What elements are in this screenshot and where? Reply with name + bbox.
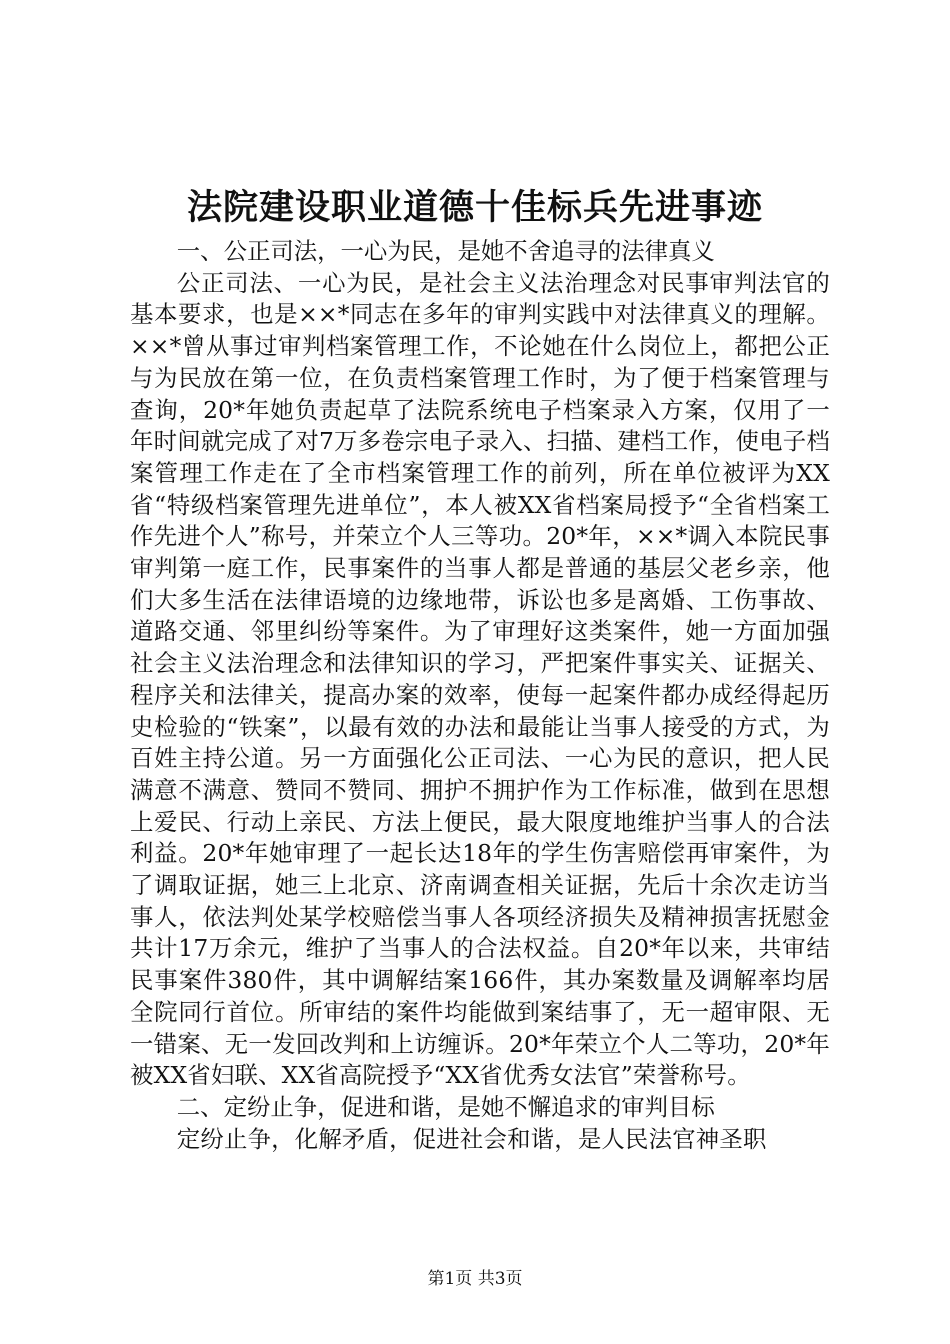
page-footer: 第1页 共3页 <box>427 1269 523 1289</box>
section-heading-1: 一、公正司法，一心为民，是她不舍追寻的法律真义 <box>176 237 715 265</box>
document-body <box>130 236 830 1155</box>
document-title: 法院建设职业道德十佳标兵先进事迹 <box>186 187 763 228</box>
section-heading-2: 二、定纷止争，促进和谐，是她不懈追求的审判目标 <box>176 1092 715 1121</box>
section-paragraph-1: 公正司法、一心为民，是社会主义法治理念对民事审判法官的基本要求，也是××*同志在多年的审判实践中对法律真义的理解。××*曾从事过审判档案管理工作，不论她在什么岗位上，都把公正与为民放在第一位，在负责档案管理工作时，为了便于档案管理与查询，20*年她负责起草了法院系统电子档案录入方案，仅用了一年时间就完成了对7万多卷宗电子录入、扫描、建档工作，使电子档案管理工作走在了全市档案管理工作的前列，所在单位被评为XX省“特级档案管理先进单位”，本人被XX省档案局授予“全省档案工作先进个人”称号，并荣立个人三等功。20*年，××*调入本院民事审判第一庭工作，民事案件的当事人都是普通的基层父老乡亲，他们大多生活在法律语境的边缘地带，诉讼也多是离婚、工伤事故、道路交通、邻里纠纷等案件。为了审理好这类案件，她一方面加强社会主义法治理念和法律知识的学习，严把案件事实关、证据关、程序关和法律关，提高办案的效率，使每一起案件都办成经得起历史检验的“铁案”，以最有效的办法和最能让当事人接受的方式，为百姓主持公道。另一方面强化公正司法、一心为民的意识，把人民满意不满意、赞同不赞同、拥护不拥护作为工作标准，做到在思想上爱民、行动上亲民、方法上便民，最大限度地维护当事人的合法利益。20*年她审理了一起长达18年的学生伤害赔偿再审案件，为了调取证据，她三上北京、济南调查相关证据，先后十余次走访当事人，依法判处某学校赔偿当事人各项经济损失及精神损害抚慰金共计17万余元，维护了当事人的合法权益。自20*年以来，共审结民事案件380件，其中调解结案166件，其办案数量及调解率均居全院同行首位。所审结的案件均能做到案结事了，无一超审限、无一错案、无一发回改判和上访缠诉。20*年荣立个人二等功，20*年被XX省妇联、XX省高院授予“XX省优秀女法官”荣誉称号。 <box>130 268 830 1090</box>
section-paragraph-2: 定纷止争，化解矛盾，促进社会和谐，是人民法官神圣职 <box>176 1124 767 1153</box>
